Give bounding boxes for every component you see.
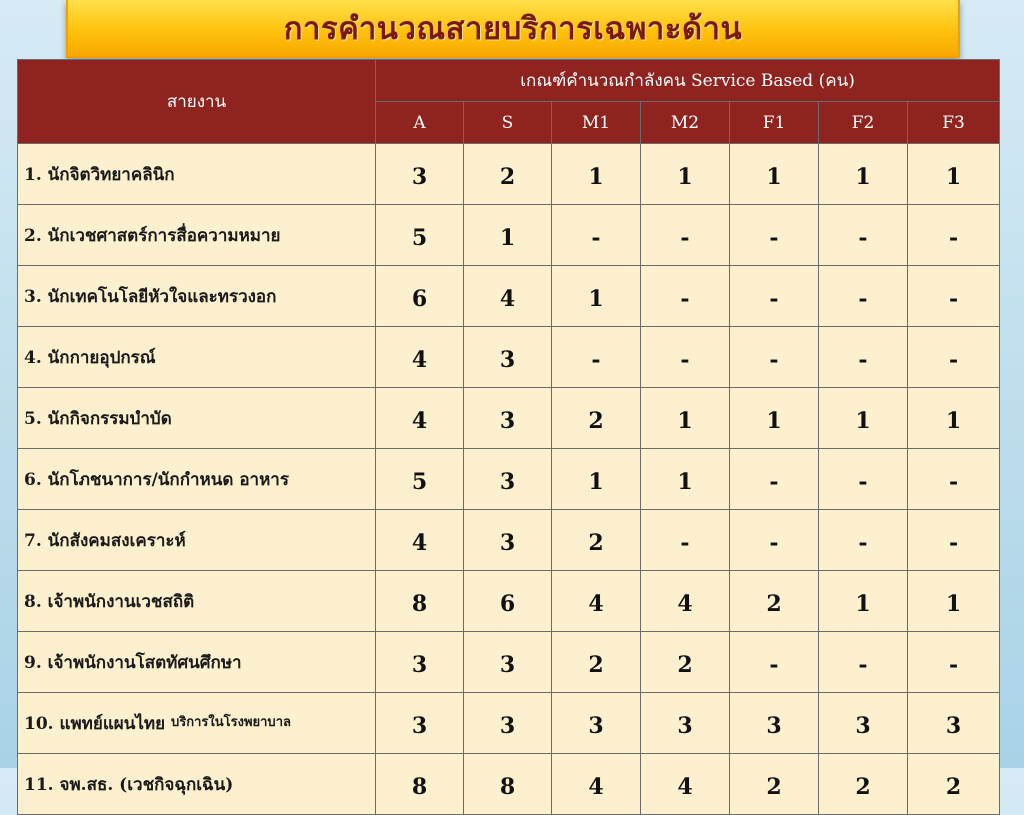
table-cell-m1: - (552, 205, 641, 266)
row-label-text: 6. นักโภชนาการ/นักกำหนด อาหาร (24, 469, 289, 490)
table-cell-a: 3 (376, 632, 464, 693)
table-cell-f1: - (730, 205, 819, 266)
table-cell-s: 2 (464, 144, 552, 205)
title-banner (66, 0, 960, 58)
group-header: เกณฑ์คำนวณกำลังคน Service Based (คน) (376, 60, 1000, 102)
table-cell-m2: 4 (641, 754, 730, 815)
table-cell-f1: 1 (730, 388, 819, 449)
table-cell-f3: 1 (908, 571, 1000, 632)
row-label (18, 144, 376, 205)
table-cell-f3: - (908, 632, 1000, 693)
table-cell-a: 8 (376, 754, 464, 815)
row-label-text: 2. นักเวชศาสตร์การสื่อความหมาย (24, 225, 281, 246)
row-label-text: 8. เจ้าพนักงานเวชสถิติ (24, 591, 195, 612)
table-cell-m1: - (552, 327, 641, 388)
row-label (18, 449, 376, 510)
table-cell-m2: - (641, 510, 730, 571)
table-cell-a: 8 (376, 571, 464, 632)
table-cell-f3: 1 (908, 388, 1000, 449)
row-label (18, 571, 376, 632)
table-cell-m1: 4 (552, 571, 641, 632)
row-header: สายงาน (18, 60, 376, 144)
table-cell-m2: - (641, 327, 730, 388)
table-cell-s: 3 (464, 449, 552, 510)
table-cell-f3: - (908, 327, 1000, 388)
table-cell-f3: - (908, 510, 1000, 571)
table-cell-m1: 1 (552, 266, 641, 327)
table-cell-m1: 2 (552, 632, 641, 693)
table-cell-a: 5 (376, 449, 464, 510)
table-cell-m2: 2 (641, 632, 730, 693)
table-row (18, 510, 1000, 571)
table-row (18, 205, 1000, 266)
table-cell-f3: - (908, 266, 1000, 327)
table-cell-f2: 1 (819, 388, 908, 449)
table-cell-m2: 3 (641, 693, 730, 754)
row-label (18, 754, 376, 815)
column-header-f2: F2 (819, 102, 908, 144)
table-cell-m1: 4 (552, 754, 641, 815)
table-cell-f3: 2 (908, 754, 1000, 815)
table-cell-s: 3 (464, 632, 552, 693)
row-label (18, 632, 376, 693)
table-cell-f2: 1 (819, 571, 908, 632)
table-cell-m2: 1 (641, 449, 730, 510)
row-label (18, 388, 376, 449)
table-body (18, 144, 1000, 815)
row-label-text: 7. นักสังคมสงเคราะห์ (24, 530, 186, 551)
row-label-text: 11. จพ.สธ. (เวชกิจฉุกเฉิน) (24, 774, 234, 795)
row-label (18, 510, 376, 571)
table-cell-f2: 1 (819, 144, 908, 205)
row-label-note: บริการในโรงพยาบาล (171, 714, 291, 730)
table-cell-f1: 1 (730, 144, 819, 205)
table-cell-f2: - (819, 266, 908, 327)
row-label-text: 4. นักกายอุปกรณ์ (24, 347, 156, 368)
column-header-m1: M1 (552, 102, 641, 144)
table-cell-f1: 3 (730, 693, 819, 754)
table-cell-m2: - (641, 205, 730, 266)
table-cell-m1: 2 (552, 510, 641, 571)
workforce-table (17, 59, 1000, 815)
table-cell-m1: 1 (552, 144, 641, 205)
table-cell-f2: - (819, 327, 908, 388)
table-row (18, 327, 1000, 388)
table-cell-a: 4 (376, 388, 464, 449)
table-row (18, 144, 1000, 205)
row-label-text: 5. นักกิจกรรมบำบัด (24, 408, 172, 429)
column-header-a: A (376, 102, 464, 144)
table-row (18, 571, 1000, 632)
table-cell-f1: - (730, 327, 819, 388)
table-row (18, 632, 1000, 693)
table-cell-m1: 2 (552, 388, 641, 449)
table-cell-f2: - (819, 632, 908, 693)
table-cell-m1: 3 (552, 693, 641, 754)
table-cell-m2: 1 (641, 388, 730, 449)
row-label (18, 266, 376, 327)
table-cell-a: 4 (376, 327, 464, 388)
table-cell-m2: 4 (641, 571, 730, 632)
table-cell-f2: - (819, 510, 908, 571)
table-row (18, 449, 1000, 510)
table-cell-m1: 1 (552, 449, 641, 510)
table-row (18, 266, 1000, 327)
table-cell-a: 5 (376, 205, 464, 266)
table-row (18, 388, 1000, 449)
table-cell-f1: - (730, 632, 819, 693)
row-label (18, 205, 376, 266)
table-cell-s: 8 (464, 754, 552, 815)
table-cell-f3: 3 (908, 693, 1000, 754)
table-cell-a: 3 (376, 693, 464, 754)
table-cell-f2: 2 (819, 754, 908, 815)
table-cell-f1: 2 (730, 754, 819, 815)
row-label (18, 693, 376, 754)
table-cell-s: 1 (464, 205, 552, 266)
table-cell-s: 3 (464, 693, 552, 754)
column-header-f3: F3 (908, 102, 1000, 144)
table-cell-s: 6 (464, 571, 552, 632)
table-cell-s: 3 (464, 388, 552, 449)
page-title: การคำนวณสายบริการเฉพาะด้าน (283, 11, 743, 47)
table-row (18, 754, 1000, 815)
row-label-text: 9. เจ้าพนักงานโสตทัศนศึกษา (24, 652, 242, 673)
table-cell-f3: 1 (908, 144, 1000, 205)
row-label-text: 1. นักจิตวิทยาคลินิก (24, 164, 175, 185)
table-cell-s: 4 (464, 266, 552, 327)
table-cell-a: 6 (376, 266, 464, 327)
row-label-text: 3. นักเทคโนโลยีหัวใจและทรวงอก (24, 286, 277, 307)
column-header-s: S (464, 102, 552, 144)
table-cell-f3: - (908, 449, 1000, 510)
table-cell-f3: - (908, 205, 1000, 266)
row-label (18, 327, 376, 388)
table-cell-a: 3 (376, 144, 464, 205)
column-header-f1: F1 (730, 102, 819, 144)
table-cell-f2: - (819, 449, 908, 510)
row-label-text: 10. แพทย์แผนไทย (24, 713, 166, 734)
table-cell-f1: 2 (730, 571, 819, 632)
table-cell-s: 3 (464, 327, 552, 388)
table-cell-f2: - (819, 205, 908, 266)
table-cell-f1: - (730, 266, 819, 327)
table-cell-f2: 3 (819, 693, 908, 754)
table-cell-m2: 1 (641, 144, 730, 205)
table-row (18, 693, 1000, 754)
table-cell-s: 3 (464, 510, 552, 571)
table-cell-m2: - (641, 266, 730, 327)
table-cell-a: 4 (376, 510, 464, 571)
table-cell-f1: - (730, 510, 819, 571)
column-header-m2: M2 (641, 102, 730, 144)
table-cell-f1: - (730, 449, 819, 510)
